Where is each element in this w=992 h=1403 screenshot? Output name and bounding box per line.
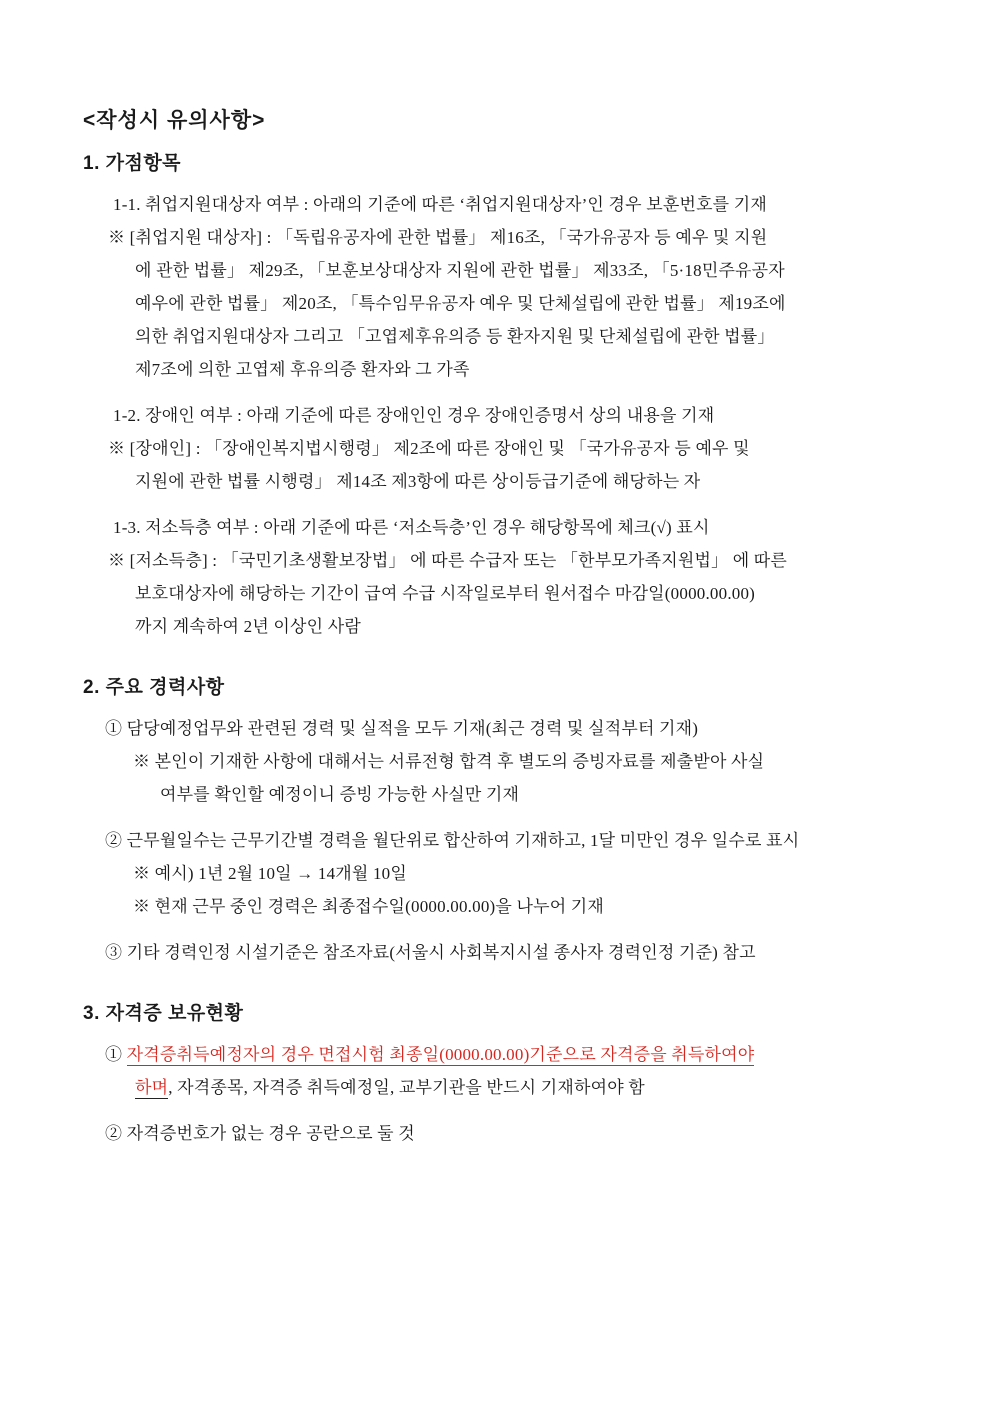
- paragraph: [83, 399, 934, 498]
- text-line: [83, 936, 934, 969]
- paragraph: [83, 824, 934, 923]
- text-line: [83, 1071, 934, 1104]
- text-line: [83, 712, 934, 745]
- text-run: ※ 예시) 1년 2월 10일 → 14개월 10일: [133, 864, 407, 883]
- text-run: ② 근무월일수는 근무기간별 경력을 월단위로 합산하여 기재하고, 1달 미만인 경우 일수로 표시: [105, 831, 800, 850]
- text-line: [83, 465, 934, 498]
- text-line: [83, 778, 934, 811]
- red-underline-text: 하며: [135, 1078, 169, 1097]
- text-run: ①: [105, 1045, 127, 1064]
- text-line: [83, 824, 934, 857]
- text-run: 예우에 관한 법률」 제20조, 「특수임무유공자 예우 및 단체설립에 관한 법률」 제19조에: [135, 294, 786, 313]
- paragraph: [83, 1038, 934, 1104]
- text-line: [83, 1038, 934, 1071]
- text-line: [83, 544, 934, 577]
- text-run: ① 담당예정업무와 관련된 경력 및 실적을 모두 기재(최근 경력 및 실적부터 기재): [105, 719, 699, 738]
- text-run: ※ 현재 근무 중인 경력은 최종접수일(0000.00.00)을 나누어 기재: [133, 897, 605, 916]
- document-section: [83, 675, 934, 969]
- text-run: 에 관한 법률」 제29조, 「보훈보상대상자 지원에 관한 법률」 제33조, 「5·18민주유공자: [135, 261, 785, 280]
- section-heading: 3. 자격증 보유현황: [83, 1003, 244, 1024]
- text-run: 1-3. 저소득층 여부 : 아래 기준에 따른 ‘저소득층’인 경우 해당항목에 체크(√) 표시: [113, 518, 710, 537]
- text-run: 의한 취업지원대상자 그리고 「고엽제후유의증 등 환자지원 및 단체설립에 관한 법률」: [135, 327, 775, 346]
- text-run: 1-1. 취업지원대상자 여부 : 아래의 기준에 따른 ‘취업지원대상자’인 경우 보훈번호를 기재: [113, 195, 768, 214]
- paragraph: [83, 511, 934, 643]
- red-underline-text: 자격증취득예정자의 경우 면접시험 최종일(0000.00.00)기준으로 자격증을 취득하여야: [126, 1045, 755, 1064]
- section-heading: 2. 주요 경력사항: [83, 677, 225, 698]
- text-run: 1-2. 장애인 여부 : 아래 기준에 따른 장애인인 경우 장애인증명서 상의 내용을 기재: [113, 406, 715, 425]
- paragraph: [83, 712, 934, 811]
- section-heading: 1. 가점항목: [83, 153, 182, 174]
- text-run: ※ 본인이 기재한 사항에 대해서는 서류전형 합격 후 별도의 증빙자료를 제출받아 사실: [133, 752, 765, 771]
- paragraph: [83, 1117, 934, 1150]
- text-line: [83, 320, 934, 353]
- document-section: [83, 151, 934, 643]
- paragraph: [83, 936, 934, 969]
- text-line: [83, 577, 934, 610]
- text-line: [83, 399, 934, 432]
- text-line: [83, 745, 934, 778]
- text-run: 여부를 확인할 예정이니 증빙 가능한 사실만 기재: [160, 785, 520, 804]
- text-run: 제7조에 의한 고엽제 후유의증 환자와 그 가족: [135, 360, 470, 379]
- text-line: [83, 287, 934, 320]
- text-line: [83, 1117, 934, 1150]
- text-line: [83, 432, 934, 465]
- text-run: 까지 계속하여 2년 이상인 사람: [135, 617, 361, 636]
- text-run: ※ [저소득층] : 「국민기초생활보장법」 에 따른 수급자 또는 「한부모가족지원법」 에 따른: [108, 551, 788, 570]
- paragraph: [83, 188, 934, 386]
- text-run: , 자격종목, 자격증 취득예정일, 교부기관을 반드시 기재하여야 함: [168, 1078, 645, 1097]
- text-line: [83, 511, 934, 544]
- page-title: <작성시 유의사항>: [83, 109, 266, 132]
- text-line: [83, 890, 934, 923]
- text-run: ※ [취업지원 대상자] : 「독립유공자에 관한 법률」 제16조, 「국가유공자 등 예우 및 지원: [108, 228, 768, 247]
- document-section: [83, 1001, 934, 1150]
- text-run: ③ 기타 경력인정 시설기준은 참조자료(서울시 사회복지시설 종사자 경력인정 기준) 참고: [105, 943, 756, 962]
- text-line: [83, 221, 934, 254]
- text-run: 보호대상자에 해당하는 기간이 급여 수급 시작일로부터 원서접수 마감일(0000.00.00): [135, 584, 756, 603]
- text-run: ② 자격증번호가 없는 경우 공란으로 둘 것: [105, 1124, 415, 1143]
- text-line: [83, 353, 934, 386]
- text-run: ※ [장애인] : 「장애인복지법시행령」 제2조에 따른 장애인 및 「국가유공자 등 예우 및: [108, 439, 750, 458]
- sections: [83, 151, 934, 1150]
- text-line: [83, 857, 934, 890]
- text-line: [83, 610, 934, 643]
- text-line: [83, 188, 934, 221]
- text-line: [83, 254, 934, 287]
- text-run: 지원에 관한 법률 시행령」 제14조 제3항에 따른 상이등급기준에 해당하는 자: [135, 472, 701, 491]
